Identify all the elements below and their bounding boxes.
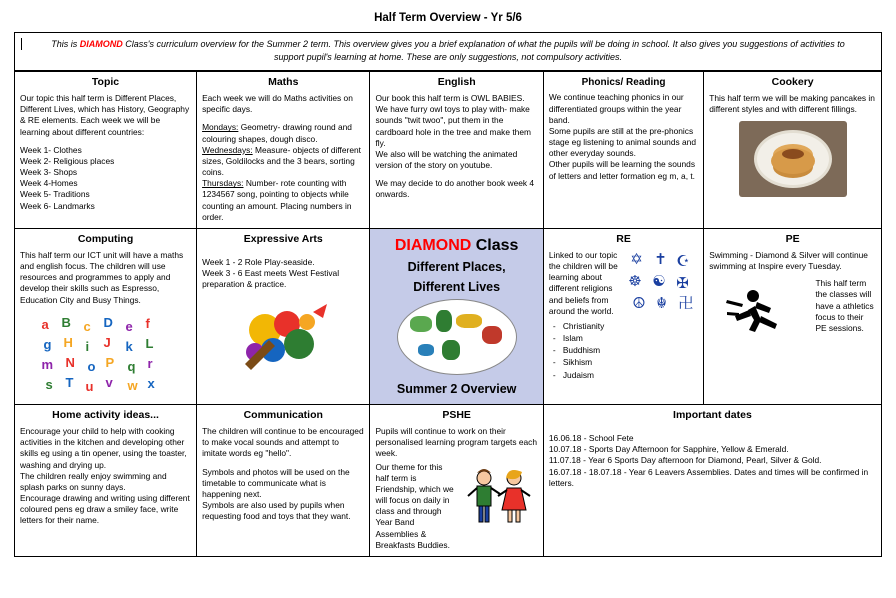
cell-title-pshe: PSHE (442, 409, 471, 422)
pancakes-photo (739, 121, 847, 197)
re-religions-list (549, 321, 698, 381)
intro-paragraph (14, 32, 882, 71)
cookery-image-wrap (709, 121, 876, 197)
cell-home-activity-ideas (15, 405, 197, 557)
religious-symbols-graphic: ✡ ✝ ☪ ☸ ☯ ✠ ☮ ☬ 卍 (628, 250, 694, 312)
intro-before: This is (51, 39, 80, 49)
topic-week-2: Week 2- Religious places (20, 155, 115, 166)
maths-wednesday-label: Wednesdays: (202, 144, 253, 155)
cell-title-communication: Communication (243, 409, 323, 422)
topic-week-6: Week 6- Landmarks (20, 200, 95, 211)
maths-thursday-label: Thursdays: (202, 178, 244, 189)
cell-maths (197, 72, 370, 229)
maths-intro: Each week we will do Maths activities on specific days. (202, 93, 353, 115)
cell-title-home-activity: Home activity ideas... (52, 409, 159, 422)
list-item: - Christianity (563, 321, 698, 332)
maths-monday (202, 122, 364, 144)
class-subtitle-line1: Different Places, (407, 260, 506, 275)
topic-week-1: Week 1- Clothes (20, 144, 82, 155)
pe-body-right: This half term the classes will have a athletics focus to their PE sessions. (815, 278, 874, 333)
communication-p3: Symbols are also used by pupils when requesting food and toys that they want. (202, 500, 351, 522)
colourful-arts-graphic (235, 300, 331, 374)
cell-re (543, 228, 703, 404)
cell-important-dates (543, 405, 881, 557)
computing-body: This half term our ICT unit will have a maths and english focus. The children will use resources and programmes to apply and develop their skills such as Espresso, Education City and Busy Things. (20, 249, 184, 305)
expressive-arts-line-1: Week 1 - 2 Role Play-seaside. (202, 256, 315, 267)
home-activity-p2: The children really enjoy swimming and splash parks on sunny days. (20, 470, 167, 492)
communication-p2: Symbols and photos will be used on the timetable to communicate what is happening next. (202, 466, 350, 499)
class-title (374, 235, 538, 256)
cell-title-english: English (437, 76, 476, 89)
english-p1: Our book this half term is OWL BABIES. (375, 93, 525, 104)
cell-topic (15, 72, 197, 229)
cell-title-important-dates: Important dates (673, 409, 752, 422)
home-activity-p3: Encourage drawing and writing using different coloured pens eg draw a smiley face, write letters for their name. (20, 493, 190, 526)
list-item: - Buddhism (563, 345, 698, 356)
world-map-graphic (397, 299, 517, 375)
important-date-2: 10.07.18 - Sports Day Afternoon for Sapphire, Yellow & Emerald. (548, 444, 789, 455)
class-title-red: DIAMOND (394, 236, 472, 254)
class-title-black: Class (471, 236, 519, 254)
cell-title-computing: Computing (77, 232, 134, 245)
pe-body-left: Swimming - Diamond & Silver will continue swimming at Inspire every Tuesday. (709, 249, 868, 272)
cell-communication (197, 405, 370, 557)
maths-wednesday-text: Measure- objects of different sizes, Goldilocks and the 3 bears, sorting coins. (202, 144, 361, 178)
phonics-p2: Some pupils are still at the pre-phonics stage eg listening to animal sounds and other everyday sounds. (548, 125, 696, 159)
cell-pshe (370, 405, 543, 557)
list-item: - Islam (563, 333, 698, 344)
list-item: - Judaism (563, 370, 698, 381)
cell-cookery (704, 72, 882, 229)
cookery-body: This half term we will be making pancakes in different styles and with different fillings. (709, 93, 875, 115)
topic-week-4: Week 4-Homes (20, 178, 78, 189)
pshe-p1: Pupils will continue to work on their personalised learning program targets each week. (375, 426, 537, 459)
table-row (15, 228, 882, 404)
maths-monday-label: Mondays: (202, 122, 239, 133)
cell-title-phonics: Phonics/ Reading (581, 77, 666, 89)
cell-expressive-arts (197, 228, 370, 404)
cell-title-expressive-arts: Expressive Arts (243, 232, 323, 245)
cell-title-maths: Maths (268, 76, 299, 89)
cell-title-pe: PE (785, 232, 800, 245)
topic-week-3: Week 3- Shops (20, 167, 78, 178)
running-athlete-graphic (725, 286, 795, 342)
phonics-p1: We continue teaching phonics in our differentiated groups within the year band. (548, 92, 684, 125)
important-date-3: 11.07.18 - Year 6 Sports Day afternoon for Diamond, Pearl, Silver & Gold. (548, 455, 822, 466)
important-date-4: 16.07.18 - 18.07.18 - Year 6 Leavers Assemblies. Dates and times will be confirmed in letters. (548, 466, 869, 488)
home-activity-p1: Encourage your child to help with cooking activities in the kitchen and developing other skills eg using a tin opener, using the toaster, washing and drying up. (20, 426, 187, 470)
overview-grid (14, 71, 882, 557)
communication-p1: The children will continue to be encouraged to make vocal sounds and attempt to imitate words eg "hello". (202, 426, 364, 459)
cell-title-cookery: Cookery (771, 76, 814, 89)
maths-thursday-text: Number- rote counting with 1234567 song, pointing to objects while counting an amount. Placing numbers in order. (202, 178, 352, 222)
english-p4: We may decide to do another book week 4 onwards. (375, 178, 535, 200)
cell-class-overview (370, 228, 543, 404)
cell-english (370, 72, 543, 229)
maths-monday-text: Geometry- drawing round and colouring shapes, dough disco. (202, 122, 352, 144)
intro-highlight: DIAMOND (79, 39, 123, 49)
cell-title-re: RE (616, 232, 631, 245)
english-p2: We have furry owl toys to play with- make sounds "twit twoo", put them in the cardboard hole in the tree and make them fly. (375, 104, 531, 148)
table-row (15, 405, 882, 557)
cell-phonics-reading (543, 72, 703, 229)
important-date-1: 16.06.18 - School Fete (548, 433, 634, 444)
class-summary: Summer 2 Overview (396, 382, 517, 397)
expressive-arts-line-2: Week 3 - 6 East meets West Festival preparation & practice. (202, 268, 340, 290)
colourful-letters-graphic: a B c D e f g H i J k L m N o P q r s T u v w x (41, 314, 155, 394)
cell-title-topic: Topic (91, 76, 120, 89)
maths-wednesday (202, 145, 364, 179)
class-subtitle-line2: Different Lives (413, 279, 501, 294)
re-body: Linked to our topic the children will be learning about different religions and beliefs from around the world. (548, 249, 618, 316)
english-p3: We also will be watching the animated version of the story on youtube. (375, 148, 518, 171)
topic-week-5: Week 5- Traditions (20, 189, 90, 200)
cell-pe (704, 228, 882, 404)
phonics-p3: Other pupils will be learning the sounds of letters and letter formation eg m, a, t. (548, 159, 696, 181)
topic-body: Our topic this half term is Different Places, Different Lives, which has History, Geography & RE elements. Each week we will be learning about different countries: (20, 93, 190, 137)
two-children-graphic (460, 466, 538, 530)
maths-thursday (202, 178, 364, 223)
table-row (15, 72, 882, 229)
pshe-p2: Our theme for this half term is Friendship, which we will focus on daily in class and through Year Band Assemblies & Breakfasts Buddies. (375, 461, 454, 550)
list-item: - Sikhism (563, 357, 698, 368)
intro-after: Class's curriculum overview for the Summer 2 term. This overview gives you a brief explanation of what the pupils will be doing in school. It also gives you suggestions of activities to support pupil's learning at home. These are only suggestions, not compulsory activities. (122, 39, 845, 63)
page-title: Half Term Overview - Yr 5/6 (374, 12, 522, 24)
text-cursor (21, 38, 22, 50)
cell-computing (15, 228, 197, 404)
